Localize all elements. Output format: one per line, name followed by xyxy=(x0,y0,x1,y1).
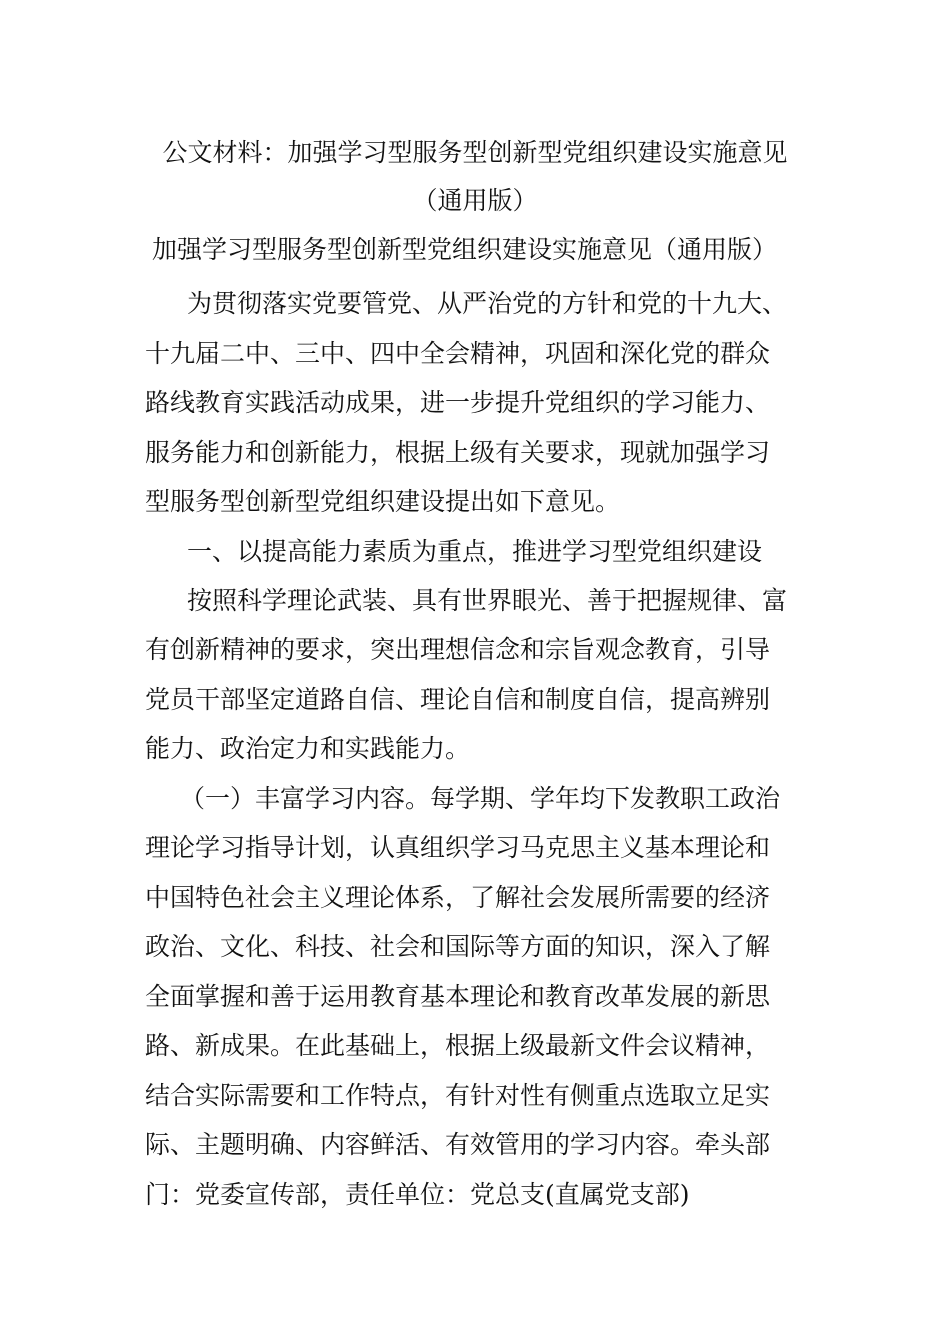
intro-line: 为贯彻落实党要管党、从严治党的方针和党的十九大、 xyxy=(187,289,788,318)
intro-line: 型服务型创新型党组织建设提出如下意见。 xyxy=(145,487,621,516)
item1-line: 结合实际需要和工作特点，有针对性有侧重点选取立足实 xyxy=(145,1081,771,1110)
intro-line: 服务能力和创新能力，根据上级有关要求，现就加强学习 xyxy=(145,438,771,467)
item1-line: 门：党委宣传部，责任单位：党总支(直属党支部) xyxy=(145,1180,690,1209)
item1-line: 路、新成果。在此基础上，根据上级最新文件会议精神， xyxy=(145,1031,771,1060)
item1-line: 政治、文化、科技、社会和国际等方面的知识，深入了解 xyxy=(145,932,771,961)
document-title-line-1: 公文材料：加强学习型服务型创新型党组织建设实施意见 xyxy=(162,138,788,167)
section1-line: 按照科学理论武装、具有世界眼光、善于把握规律、富 xyxy=(187,586,788,615)
section1-line: 党员干部坚定道路自信、理论自信和制度自信，提高辨别 xyxy=(145,685,771,714)
section1-line: 能力、政治定力和实践能力。 xyxy=(145,734,471,763)
intro-line: 十九届二中、三中、四中全会精神，巩固和深化党的群众 xyxy=(145,339,771,368)
document-title-line-2: （通用版） xyxy=(412,186,538,215)
section1-line: 有创新精神的要求，突出理想信念和宗旨观念教育，引导 xyxy=(145,635,771,664)
item1-line: 际、主题明确、内容鲜活、有效管用的学习内容。牵头部 xyxy=(145,1130,771,1159)
document-subtitle: 加强学习型服务型创新型党组织建设实施意见（通用版） xyxy=(152,235,778,264)
item1-line: （一）丰富学习内容。每学期、学年均下发教职工政治 xyxy=(180,784,781,813)
item1-line: 理论学习指导计划，认真组织学习马克思主义基本理论和 xyxy=(145,833,771,862)
intro-line: 路线教育实践活动成果，进一步提升党组织的学习能力、 xyxy=(145,388,771,417)
item1-line: 全面掌握和善于运用教育基本理论和教育改革发展的新思 xyxy=(145,982,771,1011)
section-heading-1: 一、以提高能力素质为重点，推进学习型党组织建设 xyxy=(187,537,763,566)
item1-line: 中国特色社会主义理论体系，了解社会发展所需要的经济 xyxy=(145,883,771,912)
